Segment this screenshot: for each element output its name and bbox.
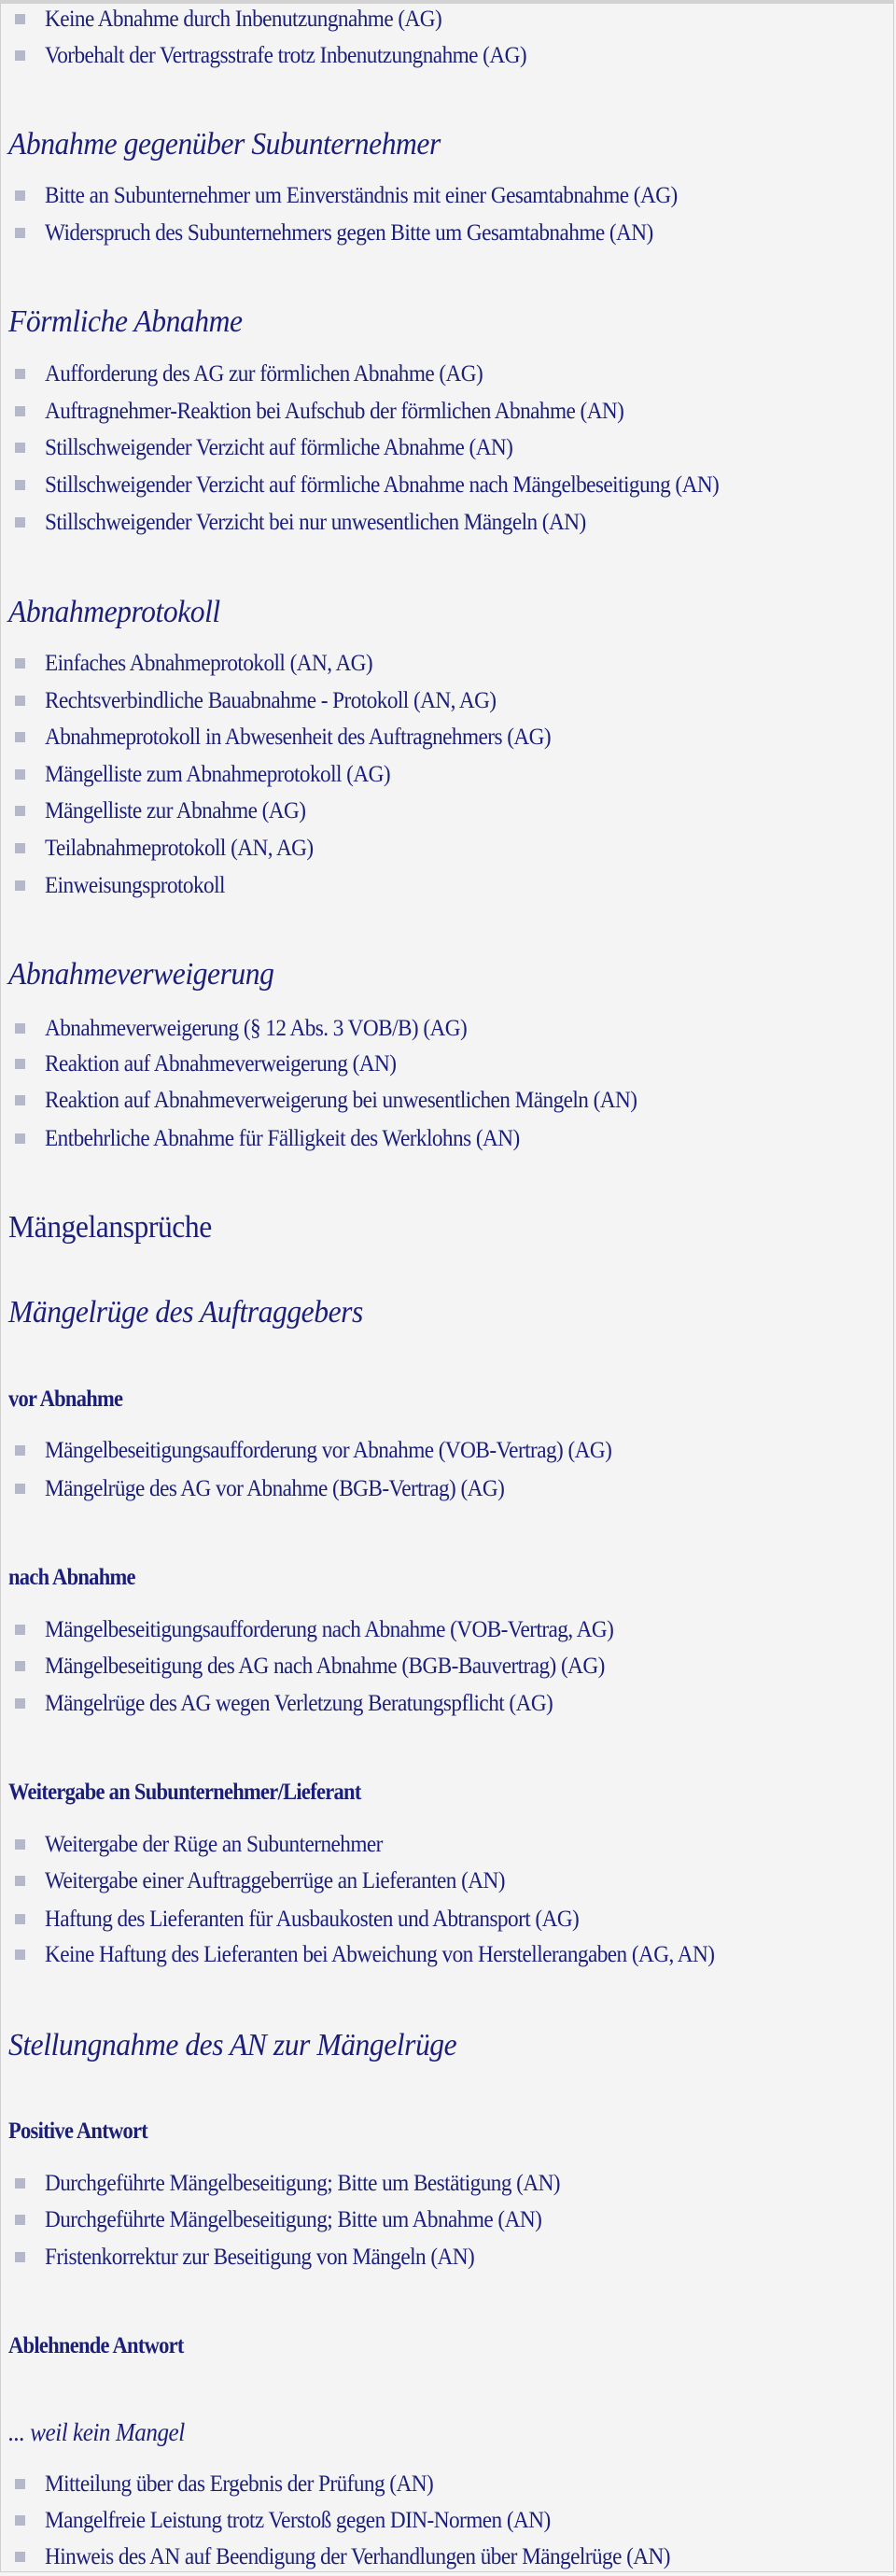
square-bullet-icon [15, 1698, 25, 1709]
square-bullet-icon [15, 1876, 25, 1886]
square-bullet-icon [15, 1661, 25, 1671]
list-item[interactable] [0, 1648, 896, 1685]
list-item-text: Mängelrüge des AG vor Abnahme (BGB-Vertrag) (AG) [45, 1476, 505, 1501]
chapter-heading [0, 1206, 896, 1249]
section-heading [0, 2024, 896, 2067]
list-item[interactable] [0, 177, 896, 215]
list-item-text: Widerspruch des Subunternehmers gegen Bitte um Gesamtabnahme (AN) [45, 220, 653, 246]
list-item[interactable] [0, 2165, 896, 2203]
section-heading [0, 1291, 896, 1334]
list-item-text: Aufforderung des AG zur förmlichen Abnahme (AG) [45, 361, 483, 387]
square-bullet-icon [15, 2479, 25, 2489]
square-bullet-icon [15, 1095, 25, 1105]
list-item-text: Mängelbeseitigungsaufforderung vor Abnahme (VOB-Vertrag) (AG) [45, 1438, 612, 1463]
subsection-heading [0, 1381, 896, 1418]
square-bullet-icon [15, 369, 25, 379]
list-item[interactable] [0, 37, 896, 75]
square-bullet-icon [15, 806, 25, 816]
chapter-heading-text: Mängelansprüche [8, 1210, 212, 1245]
square-bullet-icon [15, 2552, 25, 2562]
square-bullet-icon [15, 658, 25, 669]
list-item[interactable] [0, 793, 896, 830]
list-item[interactable] [0, 2239, 896, 2276]
list-item-text: Mängelbeseitigungsaufforderung nach Abnahme (VOB-Vertrag, AG) [45, 1617, 614, 1642]
list-item-text: Entbehrliche Abnahme für Fälligkeit des Werklohns (AN) [45, 1126, 520, 1151]
subsection-heading-text: Positive Antwort [8, 2119, 148, 2144]
subsection-heading-text: Ablehnende Antwort [8, 2333, 184, 2358]
list-item[interactable] [0, 1936, 896, 1974]
section-heading [0, 301, 896, 344]
section-heading-text: Stellungnahme des AN zur Mängelrüge [8, 2028, 457, 2062]
section-heading-text: Förmliche Abnahme [8, 304, 243, 339]
list-item-text: Abnahmeprotokoll in Abwesenheit des Auftragnehmers (AG) [45, 725, 552, 750]
square-bullet-icon [15, 2252, 25, 2262]
list-item-text: Stillschweigender Verzicht bei nur unwesentlichen Mängeln (AN) [45, 510, 586, 535]
list-item[interactable] [0, 719, 896, 756]
list-item[interactable] [0, 356, 896, 393]
list-item-text: Mängelrüge des AG wegen Verletzung Beratungspflicht (AG) [45, 1691, 553, 1716]
list-item-text: Fristenkorrektur zur Beseitigung von Mängeln (AN) [45, 2245, 475, 2270]
square-bullet-icon [15, 1839, 25, 1850]
list-item[interactable] [0, 2502, 896, 2540]
square-bullet-icon [15, 14, 25, 24]
subsection-heading [0, 2113, 896, 2150]
square-bullet-icon [15, 190, 25, 201]
list-item[interactable] [0, 645, 896, 683]
square-bullet-icon [15, 2515, 25, 2526]
subsection-heading-text: Weitergabe an Subunternehmer/Lieferant [8, 1780, 361, 1805]
square-bullet-icon [15, 2215, 25, 2225]
list-item[interactable] [0, 215, 896, 252]
list-item-text: Keine Abnahme durch Inbenutzungnahme (AG) [45, 7, 442, 32]
list-item-text: Mangelfreie Leistung trotz Verstoß gegen DIN-Normen (AN) [45, 2508, 551, 2533]
list-item[interactable] [0, 1082, 896, 1119]
list-item-text: Keine Haftung des Lieferanten bei Abweichung von Herstellerangaben (AG, AN) [45, 1942, 715, 1967]
list-item[interactable] [0, 867, 896, 905]
list-item-text: Einweisungsprotokoll [45, 873, 225, 898]
section-heading [0, 953, 896, 996]
square-bullet-icon [15, 880, 25, 891]
list-item-text: Auftragnehmer-Reaktion bei Aufschub der förmlichen Abnahme (AN) [45, 399, 624, 424]
square-bullet-icon [15, 406, 25, 416]
square-bullet-icon [15, 2178, 25, 2189]
list-item-text: Durchgeführte Mängelbeseitigung; Bitte um Abnahme (AN) [45, 2207, 542, 2232]
list-item[interactable] [0, 830, 896, 867]
list-item[interactable] [0, 504, 896, 542]
list-item-text: Reaktion auf Abnahmeverweigerung bei unwesentlichen Mängeln (AN) [45, 1088, 637, 1113]
section-heading-text: Abnahmeverweigerung [8, 957, 274, 992]
list-item-text: Vorbehalt der Vertragsstrafe trotz Inbenutzungnahme (AG) [45, 43, 527, 68]
square-bullet-icon [15, 50, 25, 61]
square-bullet-icon [15, 696, 25, 706]
list-item[interactable] [0, 467, 896, 504]
list-item-text: Stillschweigender Verzicht auf förmliche Abnahme nach Mängelbeseitigung (AN) [45, 472, 720, 498]
subsection-heading [0, 1774, 896, 1811]
list-item-text: Mängelliste zum Abnahmeprotokoll (AG) [45, 762, 391, 787]
list-item-text: Hinweis des AN auf Beendigung der Verhandlungen über Mängelrüge (AN) [45, 2544, 670, 2569]
subsection-heading-text: nach Abnahme [8, 1565, 135, 1590]
list-item-text: Einfaches Abnahmeprotokoll (AN, AG) [45, 651, 373, 676]
list-item[interactable] [0, 429, 896, 467]
square-bullet-icon [15, 1914, 25, 1924]
list-item-text: Durchgeführte Mängelbeseitigung; Bitte um Bestätigung (AN) [45, 2171, 560, 2196]
list-item[interactable] [0, 2466, 896, 2503]
list-item[interactable] [0, 1471, 896, 1508]
list-item[interactable] [0, 1046, 896, 1083]
square-bullet-icon [15, 1484, 25, 1494]
square-bullet-icon [15, 228, 25, 238]
subsection-heading-text: vor Abnahme [8, 1387, 123, 1412]
list-item[interactable] [0, 1432, 896, 1470]
list-item-text: Teilabnahmeprotokoll (AN, AG) [45, 836, 314, 861]
list-item-text: Stillschweigender Verzicht auf förmliche Abnahme (AN) [45, 435, 513, 460]
subsubsection-heading [0, 2414, 896, 2451]
square-bullet-icon [15, 1445, 25, 1456]
subsection-heading [0, 1559, 896, 1597]
list-item[interactable] [0, 1863, 896, 1900]
list-item[interactable] [0, 1901, 896, 1938]
list-item[interactable] [0, 683, 896, 720]
subsection-heading [0, 2328, 896, 2365]
list-item[interactable] [0, 756, 896, 794]
square-bullet-icon [15, 443, 25, 453]
square-bullet-icon [15, 480, 25, 490]
section-heading-text: Abnahme gegenüber Subunternehmer [8, 127, 441, 162]
list-item-text: Mängelliste zur Abnahme (AG) [45, 798, 306, 823]
list-item-text: Reaktion auf Abnahmeverweigerung (AN) [45, 1051, 397, 1077]
square-bullet-icon [15, 769, 25, 780]
section-heading [0, 591, 896, 634]
list-item-text: Mitteilung über das Ergebnis der Prüfung (AN) [45, 2471, 434, 2497]
list-item[interactable] [0, 1826, 896, 1864]
list-item[interactable] [0, 1120, 896, 1158]
square-bullet-icon [15, 1950, 25, 1960]
list-item-text: Haftung des Lieferanten für Ausbaukosten und Abtransport (AG) [45, 1907, 580, 1932]
list-item[interactable] [0, 1, 896, 38]
list-item-text: Weitergabe der Rüge an Subunternehmer [45, 1832, 383, 1857]
list-item-text: Rechtsverbindliche Bauabnahme - Protokoll (AN, AG) [45, 688, 497, 713]
square-bullet-icon [15, 1023, 25, 1034]
list-item[interactable] [0, 393, 896, 430]
list-item-text: Weitergabe einer Auftraggeberrüge an Lieferanten (AN) [45, 1868, 505, 1893]
square-bullet-icon [15, 732, 25, 742]
list-item[interactable] [0, 1010, 896, 1048]
section-heading-text: Mängelrüge des Auftraggebers [8, 1295, 363, 1330]
list-item-text: Abnahmeverweigerung (§ 12 Abs. 3 VOB/B) (AG) [45, 1016, 468, 1041]
square-bullet-icon [15, 517, 25, 528]
square-bullet-icon [15, 843, 25, 853]
list-item[interactable] [0, 2202, 896, 2239]
square-bullet-icon [15, 1133, 25, 1144]
square-bullet-icon [15, 1059, 25, 1069]
list-item-text: Bitte an Subunternehmer um Einverständnis mit einer Gesamtabnahme (AG) [45, 183, 678, 208]
list-item-text: Mängelbeseitigung des AG nach Abnahme (BGB-Bauvertrag) (AG) [45, 1654, 605, 1679]
subsubsection-heading-text: ... weil kein Mangel [8, 2417, 185, 2446]
section-heading [0, 123, 896, 166]
list-item[interactable] [0, 2539, 896, 2576]
list-item[interactable] [0, 1612, 896, 1649]
list-item[interactable] [0, 1685, 896, 1723]
section-heading-text: Abnahmeprotokoll [8, 595, 220, 629]
square-bullet-icon [15, 1625, 25, 1635]
